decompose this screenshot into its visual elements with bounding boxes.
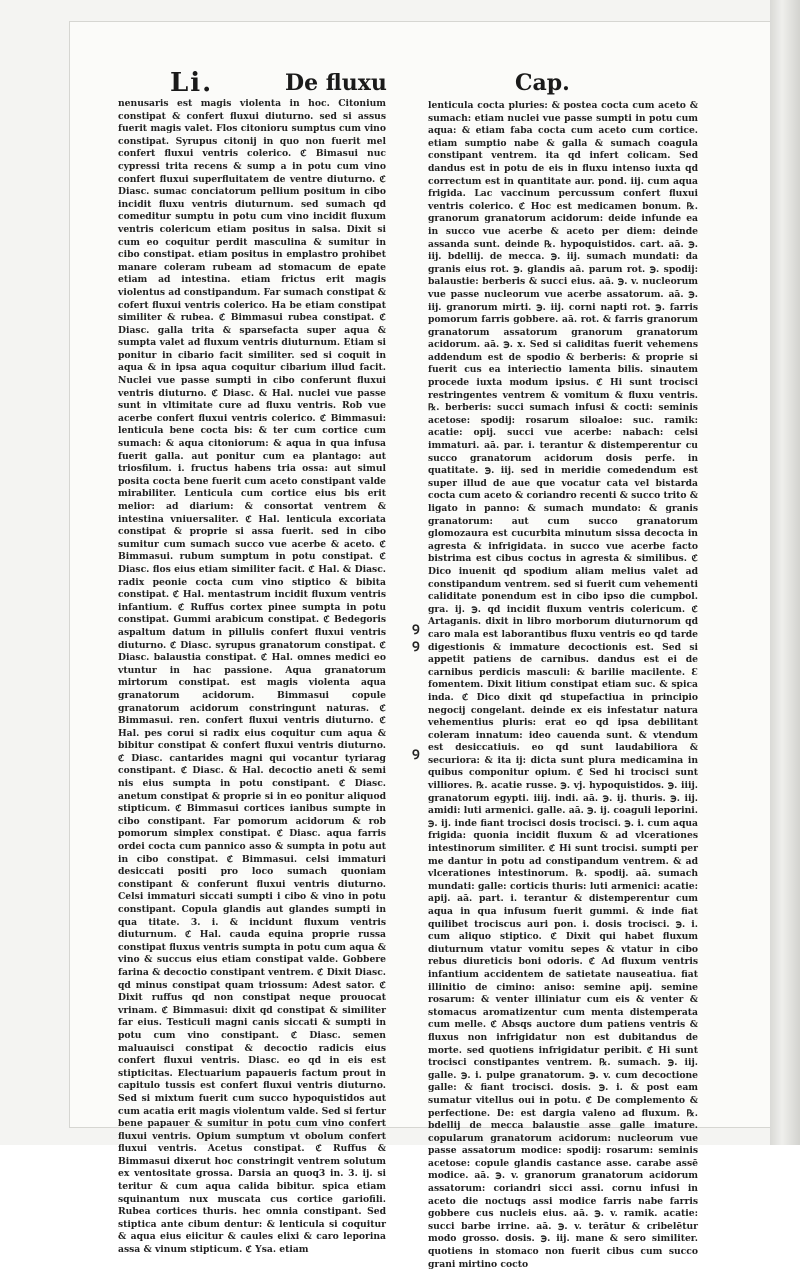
header-chapter-title: De fluxu: [285, 70, 387, 96]
text-column-left: [118, 98, 386, 1256]
right-column-text: lenticula cocta pluries: & postea cocta cum aceto & sumach: etiam nuclei vue passe sumpti in potu cum aqua: & etiam faba cocta cum aceto cum cortice. etiam sumptio nabe & galla & sumach coagula constipant ventrem. ita qd infert colicam. Sed dandus est in potu de eis in fluxu intenso iuxta qd correctum est in quantitate aur. pond. iij. cum aqua frigida. Lac vaccinum percussum confert fluxui ventris colerico. ℭ Hoc est medicamen bonum. ℞. granorum granatorum acidorum: deide infunde ea in succo vue acerbe & aceto per diem: deinde assanda sunt. deinde ℞. hypoquistidos. cart. aā. ℈. iij. bdellij. de mecca. ℈. iij. sumach mundati: da granis eius rot. ℈. glandis aā. parum rot. ℈. spodij: balaustie: berberis & succi eius. aā. ℈. v. nucleorum vue passe nucleorum vue acerbe assatorum. aā. ℈. iij. granorum mirti. ℈. iij. corni napti rot. ℈. farris pomorum farris gobbere. aā. rot. & farris granorum granatorum assatorum granorum granatorum acidorum. aā. ℈. x. Sed si caliditas fuerit vehemens addendum est de spodio & berberis: & proprie si fuerit cus ea interiectio lamenta bilis. sinautem procede iuxta modum ipsius. ℭ Hi sunt trocisci restringentes ventrem & vomitum & fluxu ventris. ℞. berberis: succi sumach infusi & cocti: seminis acetose: spodij: rosarum siloaloe: suc. ramik: acatie: opij. succi vue acerbe: nabach: celsi immaturi. aā. par. i. terantur & distemperentur cu succo granatorum acidorum dosis perfe. in quatitate. ℈. iij. sed in meridie comedendum est super illud de aue que vocatur cata vel bistarda cocta cum aceto & coriandro recenti & succo trito & ligato in panno: & sumach mundato: & granis granatorum: aut cum succo granatorum glomozaura est cucurbita minutum sissa decocta in agresta & infrigidata. in succo vue acerbe facto bistrima est cibus coctus in agresta & similibus. ℭ Dico inuenit qd spodium aliam melius valet ad constipandum ventrem. sed si fuerit cum vehementi caliditate ponendum est in cibo ipso die cumpbol. gra. ij. ℈. qd incidit fluxum ventris colericum. ℭ Artaganis. dixit in libro morborum diuturnorum qd caro mala est laborantibus fluxu ventris eo qd tarde digestionis & immature decoctionis est. Sed si appetit patiens de carnibus. dandus est ei de carnibus perdicis masculi: & barilie macilente. Ɛ fomentem. Dixit litium constipat etiam suc. & spica inda. ℭ Dico dixit qd stupefactiua in principio negocij congelant. deinde ex eis infestatur natura vehementius pluris: erat eo qd ipsa debilitant coleram innatum: ideo cauenda sunt. & vtendum est desiccatiuis. eo qd sunt laudabiliora & securiora: & ita ij: dicta sunt plura medicamina in quibus componitur opium. ℭ Sed hi trocisci sunt villiores. ℞. acatie russe. ℈. vj. hypoquistidos. ℈. iiij. granatorum egypti. iiij. indi. aā. ℈. ij. thuris. ℈. iij. amidi: luti armenici. galle. aā. ℈. ij. coaguli leporini. ℈. ij. inde fiant trocisci dosis trocisci. ℈. i. cum aqua frigida: quonia incidit fluxum & ad vlcerationes intestinorum similiter. ℭ Hi sunt trocisi. sumpti per me dantur in potu ad constipandum ventrem. & ad vlcerationes intestinorum. ℞. spodij. aā. sumach mundati: galle: corticis thuris: luti armenici: acatie: apij. aā. part. i. terantur & distemperentur cum aqua in qua infusum fuerit gummi. & inde fiat quilibet trociscus auri pon. i. dosis trocisci. ℈. i. cum aliquo stiptico. ℭ Dixit qui habet fluxum diuturnum vtatur vomitu sepes & vtatur in cibo rebus diureticis boni odoris. ℭ Ad fluxum ventris infantium accidentem de satietate nauseatiua. fiat illinitio de cimino: aniso: semine apij. semine rosarum: & venter illiniatur cum eis & venter & stomacus aromatizentur cum menta distemperata cum melle. ℭ Absqs auctore dum patiens ventris & fluxus non infrigidatur non est dubitandus de morte. sed quotiens infrigidatur peribit. ℭ Hi sunt trocisci constipantes ventrem. ℞. sumach. ℈. iij. galle. ℈. i. pulpe granatorum. ℈. v. cum decoctione galle: & fiant trocisci. dosis. ℈. i. & post eam sumatur vitellus oui in potu. ℭ De complemento & perfectione. De: est dargia valeno ad fluxum. ℞. bdellij de mecca balaustie asse galle imature. copularum granatorum acidorum: nucleorum vue passe assatorum modice: spodij: rosarum: seminis acetose: copule glandis castance asse. carabe assē modice. aā. ℈. v. granorum granatorum acidorum assatorum: coriandri sicci assi. cornu infusi in aceto die noctuqs assi modice farris nabe farris gobbere cus nucleis eius. aā. ℈. v. ramik. acatie: succi barbe irrine. aā. ℈. v. terātur & cribelētur modo grosso. dosis. ℈. iij. mane & sero similiter. quotiens in stomaco non fuerit cibus cum succo grani mirtino cocto: [428, 100, 698, 1270]
margin-paragraph-mark: Ꝯ: [412, 640, 420, 655]
header-chapter-label: Cap.: [515, 70, 570, 96]
margin-paragraph-mark: Ꝯ: [412, 748, 420, 763]
header-book-number: Li.: [170, 68, 214, 98]
left-column-text: nenusaris est magis violenta in hoc. Citonium constipat & confert fluxui diuturno. sed si assus fuerit magis valet. Flos citonioru sumptus cum vino constipat. Syrupus citonij in quo non fuerit mel confert fluxui ventris colerico. ℭ Bimasui nuc cypressi trita recens & sump a in potu cum vino confert fluxui superfluitatem de ventre diuturno. ℭ Diasc. sumac conciatorum pellium positum in cibo incidit fluxu ventris diuturnum. sed sumach qd comeditur sumptu in potu cum vino incidit fluxum ventris colericum etiam positus in salsa. Dixit si cum eo coquitur perdit masculina & sumitur in cibo constipat. etiam positus in emplastro prohibet manare coleram rubeam ad stomacum de epate etiam ad intestina. etiam frictus erit magis violentus ad constipandum. Far sumach constipat & cofert fluxui ventris colerico. Ha be etiam constipat similiter & rubea. ℭ Bimmasui rubea constipat. ℭ Diasc. galla trita & sparsefacta super aqua & sumpta valet ad fluxum ventris diuturnum. Etiam si ponitur in cibario facit similiter. sed si coquit in aqua & in ipsa aqua coquitur cibarium illud facit. Nuclei vue passe sumpti in cibo conferunt fluxui ventris diuturno. ℭ Diasc. & Hal. nuclei vue passe sunt in vltimitate cure ad fluxu ventris. Rob vue acerbe confert fluxui ventris colerico. ℭ Bimmasui: lenticula bene cocta bis: & ter cum cortice cum sumach: & aqua citoniorum: & aqua in qua infusa fuerit galla. aut ponitur cum ea plantago: aut triosfilum. i. fructus habens tria ossa: aut simul posita cocta bene fuerit cum aceto constipant valde mirabiliter. Lenticula cum cortice eius bis erit melior: ad diarium: & consortat ventrem & intestina vniuersaliter. ℭ Hal. lenticula excoriata constipat & proprie si assa fuerit. sed in cibo sumitur cum sumach succo vue acerbe & aceto. ℭ Bimmasui. rubum sumptum in potu constipat. ℭ Diasc. flos eius etiam similiter facit. ℭ Hal. & Diasc. radix peonie cocta cum vino stiptico & bibita constipat. ℭ Hal. mentastrum incidit fluxum ventris infantium. ℭ Ruffus cortex pinee sumpta in potu constipat. Gummi arabicum constipat. ℭ Bedegoris aspaltum datum in pillulis confert fluxui ventris diuturno. ℭ Diasc. syrupus granatorum constipat. ℭ Diasc. balaustia constipat. ℭ Hal. omnes medici eo vtuntur in hac passione. Aqua granatorum mirtorum constipat. est magis violenta aqua granatorum acidorum. Bimmasui copule granatorum acidorum constringunt naturas. ℭ Bimmasui. ren. confert fluxui ventris diuturno. ℭ Hal. pes corui si radix eius coquitur cum aqua & bibitur constipat & confert fluxui ventris diuturno. ℭ Diasc. cantarides magni qui vocantur tyriarag constipant. ℭ Diasc. & Hal. decoctio aneti & semi nis eius sumpta in potu constipant. ℭ Diasc. anetum constipat & proprie si in eo ponitur aliquod stipticum. ℭ Bimmasui cortices ianibus sumpte in cibo constipant. Far pomorum acidorum & rob pomorum simplex constipat. ℭ Diasc. aqua farris ordei cocta cum pannico asso & sumpta in potu aut in cibo constipat. ℭ Bimmasui. celsi immaturi desiccati positi pro loco sumach quoniam constipant & conferunt fluxui ventris diuturno. Celsi immaturi siccati sumpti i cibo & vino in potu constipant. Copula glandis aut glandes sumpti in qua titate. 3. i. & incidunt fluxum ventris diuturnum. ℭ Hal. cauda equina proprie russa constipat fluxus ventris sumpta in potu cum aqua & vino & succus eius etiam constipat valde. Gobbere farina & decoctio constipant ventrem. ℭ Dixit Diasc. qd minus constipat quam triossum: Adest sator. ℭ Dixit ruffus qd non constipat neque prouocat vrinam. ℭ Bimmasui: dixit qd constipat & similiter far eius. Testiculi magni canis siccati & sumpti in potu cum vino constipant. ℭ Diasc. semen maluauisci constipat & decoctio radicis eius confert fluxui ventris. Diasc. eo qd in eis est stipticitas. Electuarium papaueris factum prout in capitulo tussis est confert fluxui ventris diuturno. Sed si mixtum fuerit cum succo hypoquistidos aut cum acatia erit magis violentum valde. Sed si fertur bene papauer & sumitur in potu cum vino confert fluxui ventris. Opium sumptum vt obolum confert fluxui ventris. Acetus constipat. ℭ Ruffus & Bimmasui dixerut hoc constringit ventrem solutum ex ventositate grossa. Darsia an quoq3 in. 3. ij. si teritur & cum aqua calida bibitur. spica etiam squinantum nux muscata cus cortice gariofili. Rubea cortices thuris. hec omnia constipant. Sed stiptica ante cibum dentur: & lenticula si coquitur & aqua eius eiicitur & caules elixi & caro leporina assa & vinum stipticum. ℭ Ysa. etiam: [118, 98, 386, 1256]
page-gutter: [770, 0, 800, 1145]
text-column-right: [428, 100, 698, 1270]
margin-paragraph-mark: Ꝯ: [412, 623, 420, 638]
